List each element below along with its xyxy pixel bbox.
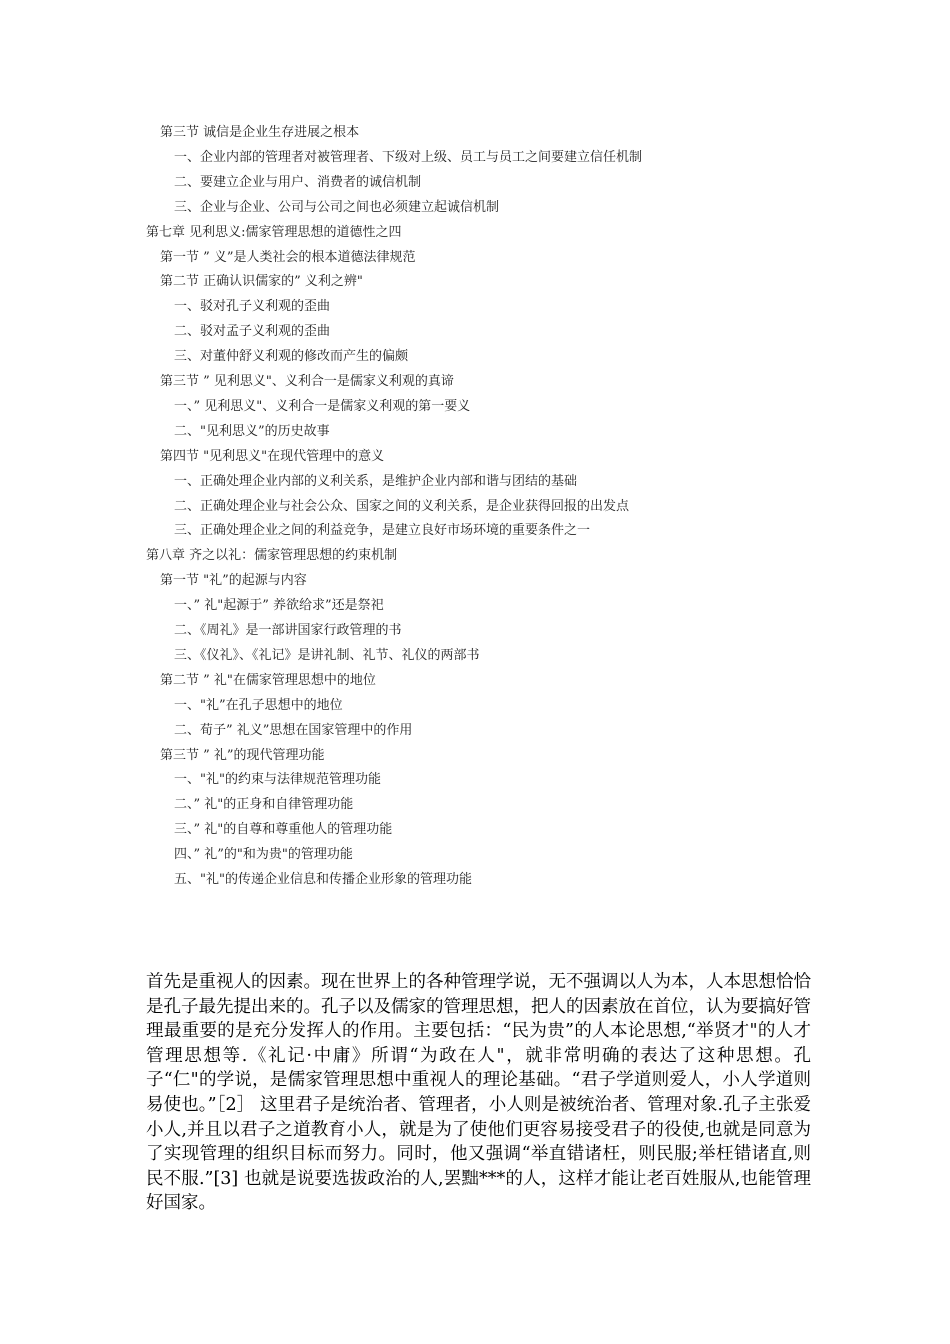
toc-section: 第二节 ” 礼"在儒家管理思想中的地位 — [160, 672, 376, 688]
toc-subsection: 一、” 礼"起源于” 养欲给求”还是祭祀 — [174, 598, 384, 614]
toc-section: 第四节 "见利思义"在现代管理中的意义 — [160, 448, 385, 464]
toc-subsection: 三、《仪礼》、《礼记》是讲礼制、礼节、礼仪的两部书 — [174, 647, 480, 663]
toc-subsection: 一、正确处理企业内部的义利关系，是维护企业内部和谐与团结的基础 — [174, 473, 578, 489]
toc-section: 第一节 "礼”的起源与内容 — [160, 573, 307, 589]
toc-subsection: 二、《周礼》是一部讲国家行政管理的书 — [174, 623, 402, 638]
toc-section: 第一节 ” 义”是人类社会的根本道德法律规范 — [160, 249, 416, 265]
toc-section: 第三节 诚信是企业生存进展之根本 — [160, 125, 360, 140]
toc-subsection: 一、驳对孔子义利观的歪曲 — [174, 299, 331, 315]
toc-subsection: 二、” 礼"的正身和自律管理功能 — [174, 797, 354, 813]
toc-subsection: 五、"礼"的传递企业信息和传播企业形象的管理功能 — [174, 872, 472, 887]
toc-subsection: 二、正确处理企业与社会公众、国家之间的义利关系，是企业获得回报的出发点 — [174, 498, 630, 514]
toc-chapter: 第八章 齐之以礼：儒家管理思想的约束机制 — [146, 548, 398, 564]
toc-section: 第三节 ” 见利思义"、义利合一是儒家义利观的真谛 — [160, 374, 454, 389]
toc-subsection: 一、” 见利思义"、义利合一是儒家义利观的第一要义 — [174, 398, 471, 414]
toc-subsection: 一、"礼”在孔子思想中的地位 — [174, 697, 343, 713]
toc-chapter: 第七章 见利思义:儒家管理思想的道德性之四 — [146, 224, 402, 240]
toc-subsection: 二、驳对孟子义利观的歪曲 — [174, 324, 331, 340]
toc-subsection: 一、"礼"的约束与法律规范管理功能 — [174, 772, 381, 788]
toc-section: 第二节 正确认识儒家的” 义利之辨" — [160, 274, 363, 290]
body-paragraph: 首先是重视人的因素。现在世界上的各种管理学说，无不强调以人为本，人本思想恰恰是孔子最先提出来的。孔子以及儒家的管理思想，把人的因素放在首位，认为要搞好管理最重要的是充分发挥人的作用。主要包括：“民为贵”的人本论思想,“举贤才"的人才管理思想等.《礼记·中庸》所谓“为政在人"，就非常明确的表达了这种思想。孔子“仁"的学说，是儒家管理思想中重视人的理论基础。“君子学道则爱人，小人学道则易使也。”［2］ 这里君子是统治者、管理者，小人则是被统治者、管理对象.孔子主张爱小人,并且以君子之道教育小人，就是为了使他们更容易接受君子的役使,也就是同意为了实现管理的组织目标而努力。同时，他又强调“举直错诸枉，则民服;举枉错诸直,则民不服.”[3] 也就是说要选拔政治的人,罢黜***的人，这样才能让老百姓服从,也能管理好国家。 — [146, 972, 811, 1214]
toc-subsection: 二、"见利思义”的历史故事 — [174, 423, 330, 439]
toc-subsection: 三、企业与企业、公司与公司之间也必须建立起诚信机制 — [174, 199, 500, 215]
toc-subsection: 二、要建立企业与用户、消费者的诚信机制 — [174, 174, 422, 190]
toc-subsection: 一、企业内部的管理者对被管理者、下级对上级、员工与员工之间要建立信任机制 — [174, 149, 643, 165]
toc-subsection: 四、” 礼”的"和为贵"的管理功能 — [174, 847, 353, 863]
toc-subsection: 三、正确处理企业之间的利益竞争，是建立良好市场环境的重要条件之一 — [174, 523, 591, 539]
toc-subsection: 二、荀子” 礼义”思想在国家管理中的作用 — [174, 722, 413, 738]
toc-subsection: 三、对董仲舒义利观的修改而产生的偏颇 — [174, 349, 409, 365]
toc-subsection: 三、” 礼"的自尊和尊重他人的管理功能 — [174, 822, 393, 838]
toc-section: 第三节 ” 礼”的现代管理功能 — [160, 747, 325, 763]
